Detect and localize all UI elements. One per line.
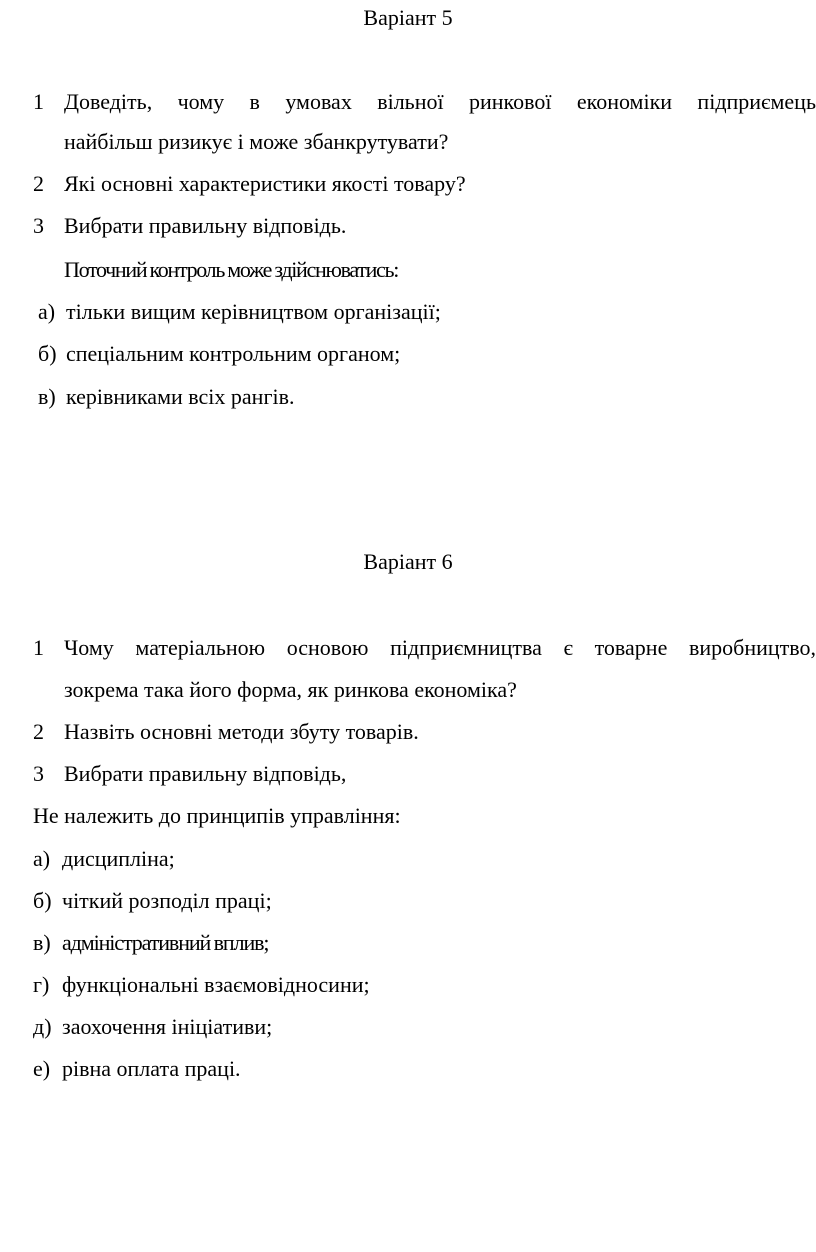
v6-option-c-letter: в) bbox=[33, 930, 51, 955]
v6-option-f-text: рівна оплата праці. bbox=[62, 1056, 241, 1081]
v5-option-a-text: тільки вищим керівництвом організації; bbox=[66, 299, 441, 324]
variant-5-title: Варіант 5 bbox=[363, 5, 453, 30]
v6-question-3-text: Вибрати правильну відповідь, bbox=[64, 761, 347, 786]
v5-question-1-line-1: Доведіть, чому в умовах вільної ринкової економіки підприємець bbox=[64, 89, 816, 114]
v6-question-3-stem: Не належить до принципів управління: bbox=[33, 803, 401, 828]
v6-option-e-letter: д) bbox=[33, 1014, 52, 1039]
v5-question-3-number: 3 bbox=[33, 213, 44, 238]
v6-question-2-number: 2 bbox=[33, 719, 44, 744]
v5-question-1-number: 1 bbox=[33, 89, 44, 114]
v6-option-e-text: заохочення ініціативи; bbox=[62, 1014, 273, 1039]
v6-question-1-number: 1 bbox=[33, 635, 44, 660]
v6-question-3-number: 3 bbox=[33, 761, 44, 786]
v5-question-2-text: Які основні характеристики якості товару? bbox=[64, 171, 466, 196]
v6-option-d-letter: г) bbox=[33, 972, 50, 997]
v5-option-b-text: спеціальним контрольним органом; bbox=[66, 341, 401, 366]
v6-question-1-line-2: зокрема така його форма, як ринкова економіка? bbox=[64, 677, 517, 702]
v5-option-c-text: керівниками всіх рангів. bbox=[66, 384, 295, 409]
v6-option-c-text: адміністративний вплив; bbox=[62, 930, 269, 955]
v5-question-2-number: 2 bbox=[33, 171, 44, 196]
v6-option-b-letter: б) bbox=[33, 888, 52, 913]
v5-question-1-line-2: найбільш ризикує і може збанкрутувати? bbox=[64, 129, 449, 154]
v5-question-3-stem: Поточний контроль може здійснюватись: bbox=[64, 257, 399, 282]
variant-6-title: Варіант 6 bbox=[363, 549, 453, 574]
v6-option-a-text: дисципліна; bbox=[62, 846, 175, 871]
v6-question-1-line-1: Чому матеріальною основою підприємництва є товарне виробництво, bbox=[64, 635, 816, 660]
v5-question-3-text: Вибрати правильну відповідь. bbox=[64, 213, 347, 238]
v5-option-c-letter: в) bbox=[38, 384, 56, 409]
v6-option-f-letter: е) bbox=[33, 1056, 51, 1081]
v6-option-a-letter: а) bbox=[33, 846, 51, 871]
v6-question-2-text: Назвіть основні методи збуту товарів. bbox=[64, 719, 419, 744]
v6-option-b-text: чіткий розподіл праці; bbox=[62, 888, 272, 913]
v5-option-b-letter: б) bbox=[38, 341, 57, 366]
v5-option-a-letter: а) bbox=[38, 299, 56, 324]
v6-option-d-text: функціональні взаємовідносини; bbox=[62, 972, 370, 997]
